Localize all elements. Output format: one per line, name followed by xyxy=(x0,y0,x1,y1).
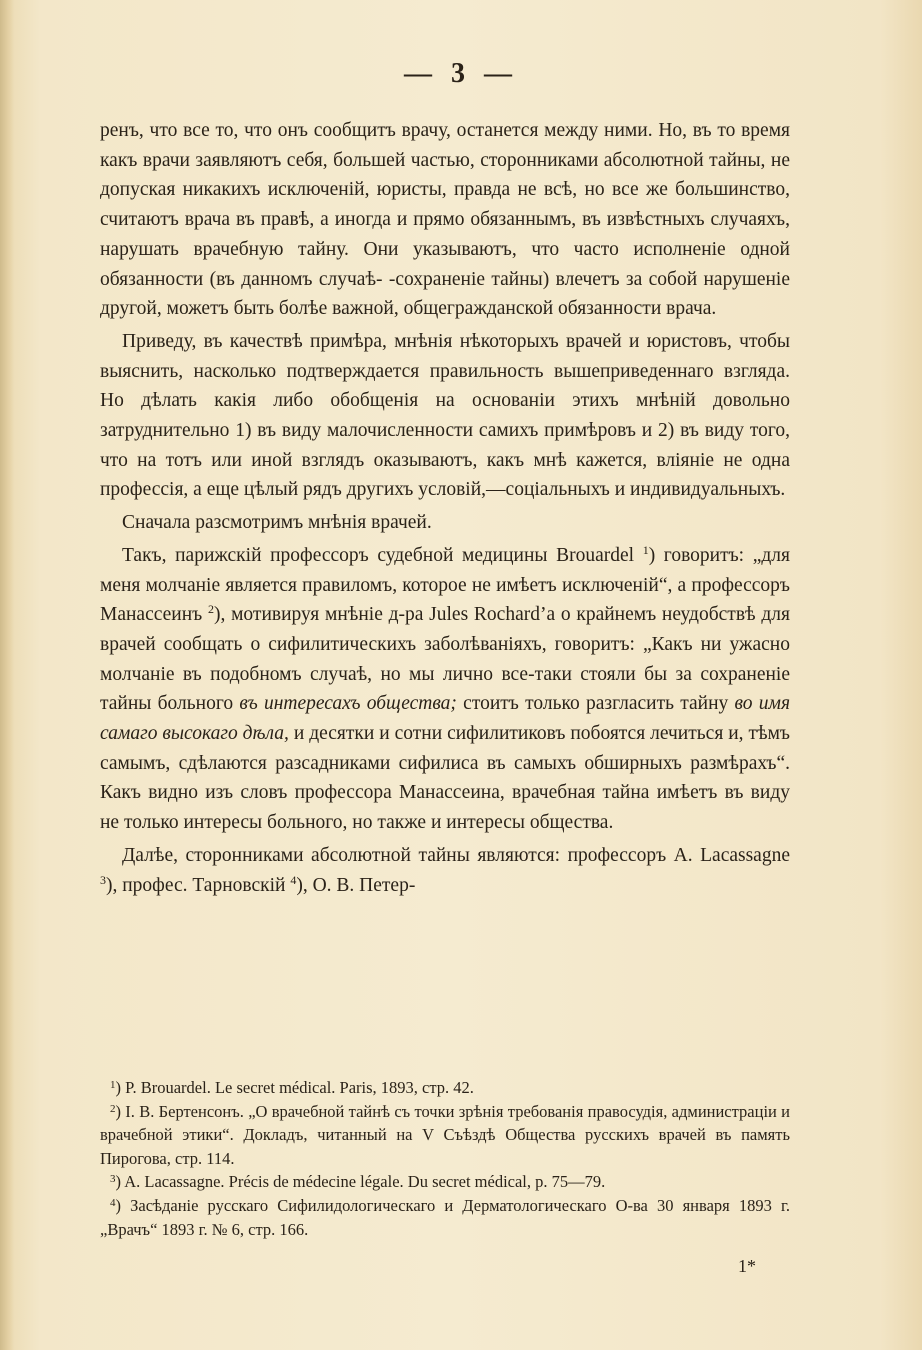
text-segment: стоитъ только разгласить тайну xyxy=(456,693,735,715)
footnote-mark: 4 xyxy=(110,1196,116,1209)
footnote-ref: 2 xyxy=(207,602,214,617)
footnote-1 xyxy=(100,1076,790,1100)
text-segment: Такъ, парижскій профессоръ судебной медицины Brouardel xyxy=(122,544,643,566)
text-segment: ) говоритъ: „для меня молчаніе является правиломъ, которое не имѣетъ исключеній“, а профессоръ Манассеинъ xyxy=(100,544,790,626)
page-binding-edge xyxy=(0,0,14,1350)
footnote-mark: 3 xyxy=(110,1173,116,1186)
footnote-text: ) Засѣданіе русскаго Сифилидологическаго и Дерматологическаго О-ва 30 января 1893 г. „Врачъ“ 1893 г. № 6, стр. 166. xyxy=(100,1195,790,1239)
paragraph-doctors-opinions: Сначала разсмотримъ мнѣнія врачей. xyxy=(122,512,432,534)
page-number: — 3 — xyxy=(404,58,518,89)
footnote-2 xyxy=(100,1100,790,1171)
footnote-ref: 4 xyxy=(290,872,297,887)
main-text xyxy=(100,116,790,900)
footnote-3 xyxy=(100,1170,790,1194)
paragraph-absolute-secrecy-supporters xyxy=(100,841,790,900)
footnote-mark: 2 xyxy=(110,1102,116,1115)
text-segment: Далѣе, сторонниками абсолютной тайны являются: профессоръ А. Lacassagne xyxy=(122,844,790,866)
text-segment: ), мотивируя мнѣніе д-ра Jules Rochard’а о крайнемъ неудобствѣ для врачей сообщать о сифилитическихъ заболѣваніяхъ, говоритъ: „Какъ ни ужасно молчаніе въ подобномъ случаѣ, но мы лично все-таки стояли бы за сохраненіе тайны больного xyxy=(100,604,790,715)
footnote-mark: 1 xyxy=(110,1079,116,1091)
footnote-text: ) І. В. Бертенсонъ. „О врачебной тайнѣ съ точки зрѣнія требованія правосудія, администраціи и врачебной этики“. Докладъ, читанный на V Съѣздѣ Общества русскихъ врачей въ память Пирогова, стр. 114. xyxy=(100,1101,790,1168)
footnote-text: ) A. Lacassagne. Précis de médecine légale. Du secret médical, p. 75—79. xyxy=(115,1172,606,1192)
footnotes xyxy=(100,1076,790,1241)
footnote-ref: 1 xyxy=(642,542,649,557)
text-segment: ), профес. Тарновскій xyxy=(106,874,291,896)
italic-phrase: во имя самаго высокаго дѣла, xyxy=(100,693,791,745)
paragraph-examples-intro: Приведу, въ качествѣ примѣра, мнѣнія нѣкоторыхъ врачей и юристовъ, чтобы выяснить, насколько подтверждается правильность вышеприведеннаго взгляда. Но дѣлать какія либо обобщенія на основаніи этихъ мнѣній довольно затруднительно 1) въ виду малочисленности самихъ примѣровъ и 2) въ виду того, что на тотъ или иной взглядъ оказываютъ, какъ мнѣ кажется, вліяніе не одна профессія, а еще цѣлый рядъ другихъ условій,—соціальныхъ и индивидуальныхъ. xyxy=(100,330,790,501)
text-segment: и десятки и сотни сифилитиковъ побоятся лечиться и, тѣмъ самымъ, сдѣлаются разсадниками сифилиса въ самыхъ обширныхъ размѣрахъ“. Какъ видно изъ словъ профессора Манассеина, врачебная тайна имѣетъ въ виду не только интересы больного, но также и интересы общества. xyxy=(100,723,790,834)
text-segment: ), О. В. Петер- xyxy=(296,874,416,896)
footnote-4 xyxy=(100,1194,790,1241)
printer-signature-mark: 1* xyxy=(738,1256,756,1276)
paragraph-continuation: ренъ, что все то, что онъ сообщитъ врачу, останется между ними. Но, въ то время какъ врачи заявляютъ себя, большей частью, сторонниками абсолютной тайны, не допуская никакихъ исключеній, юристы, правда не всѣ, но все же большинство, считаютъ врача въ правѣ, а иногда и прямо обязаннымъ, въ извѣстныхъ случаяхъ, нарушать врачебную тайну. Они указываютъ, что часто исполненіе одной обязанности (въ данномъ случаѣ- -сохраненіе тайны) влечетъ за собой нарушеніе другой, можетъ быть болѣе важной, общегражданской обязанности врача. xyxy=(100,120,790,320)
paragraph-brouardel-manassein xyxy=(100,541,790,838)
footnote-text: ) P. Brouardel. Le secret médical. Paris, 1893, стр. 42. xyxy=(115,1078,474,1097)
footnote-ref: 3 xyxy=(100,872,106,887)
italic-phrase: въ интересахъ общества; xyxy=(239,693,457,715)
